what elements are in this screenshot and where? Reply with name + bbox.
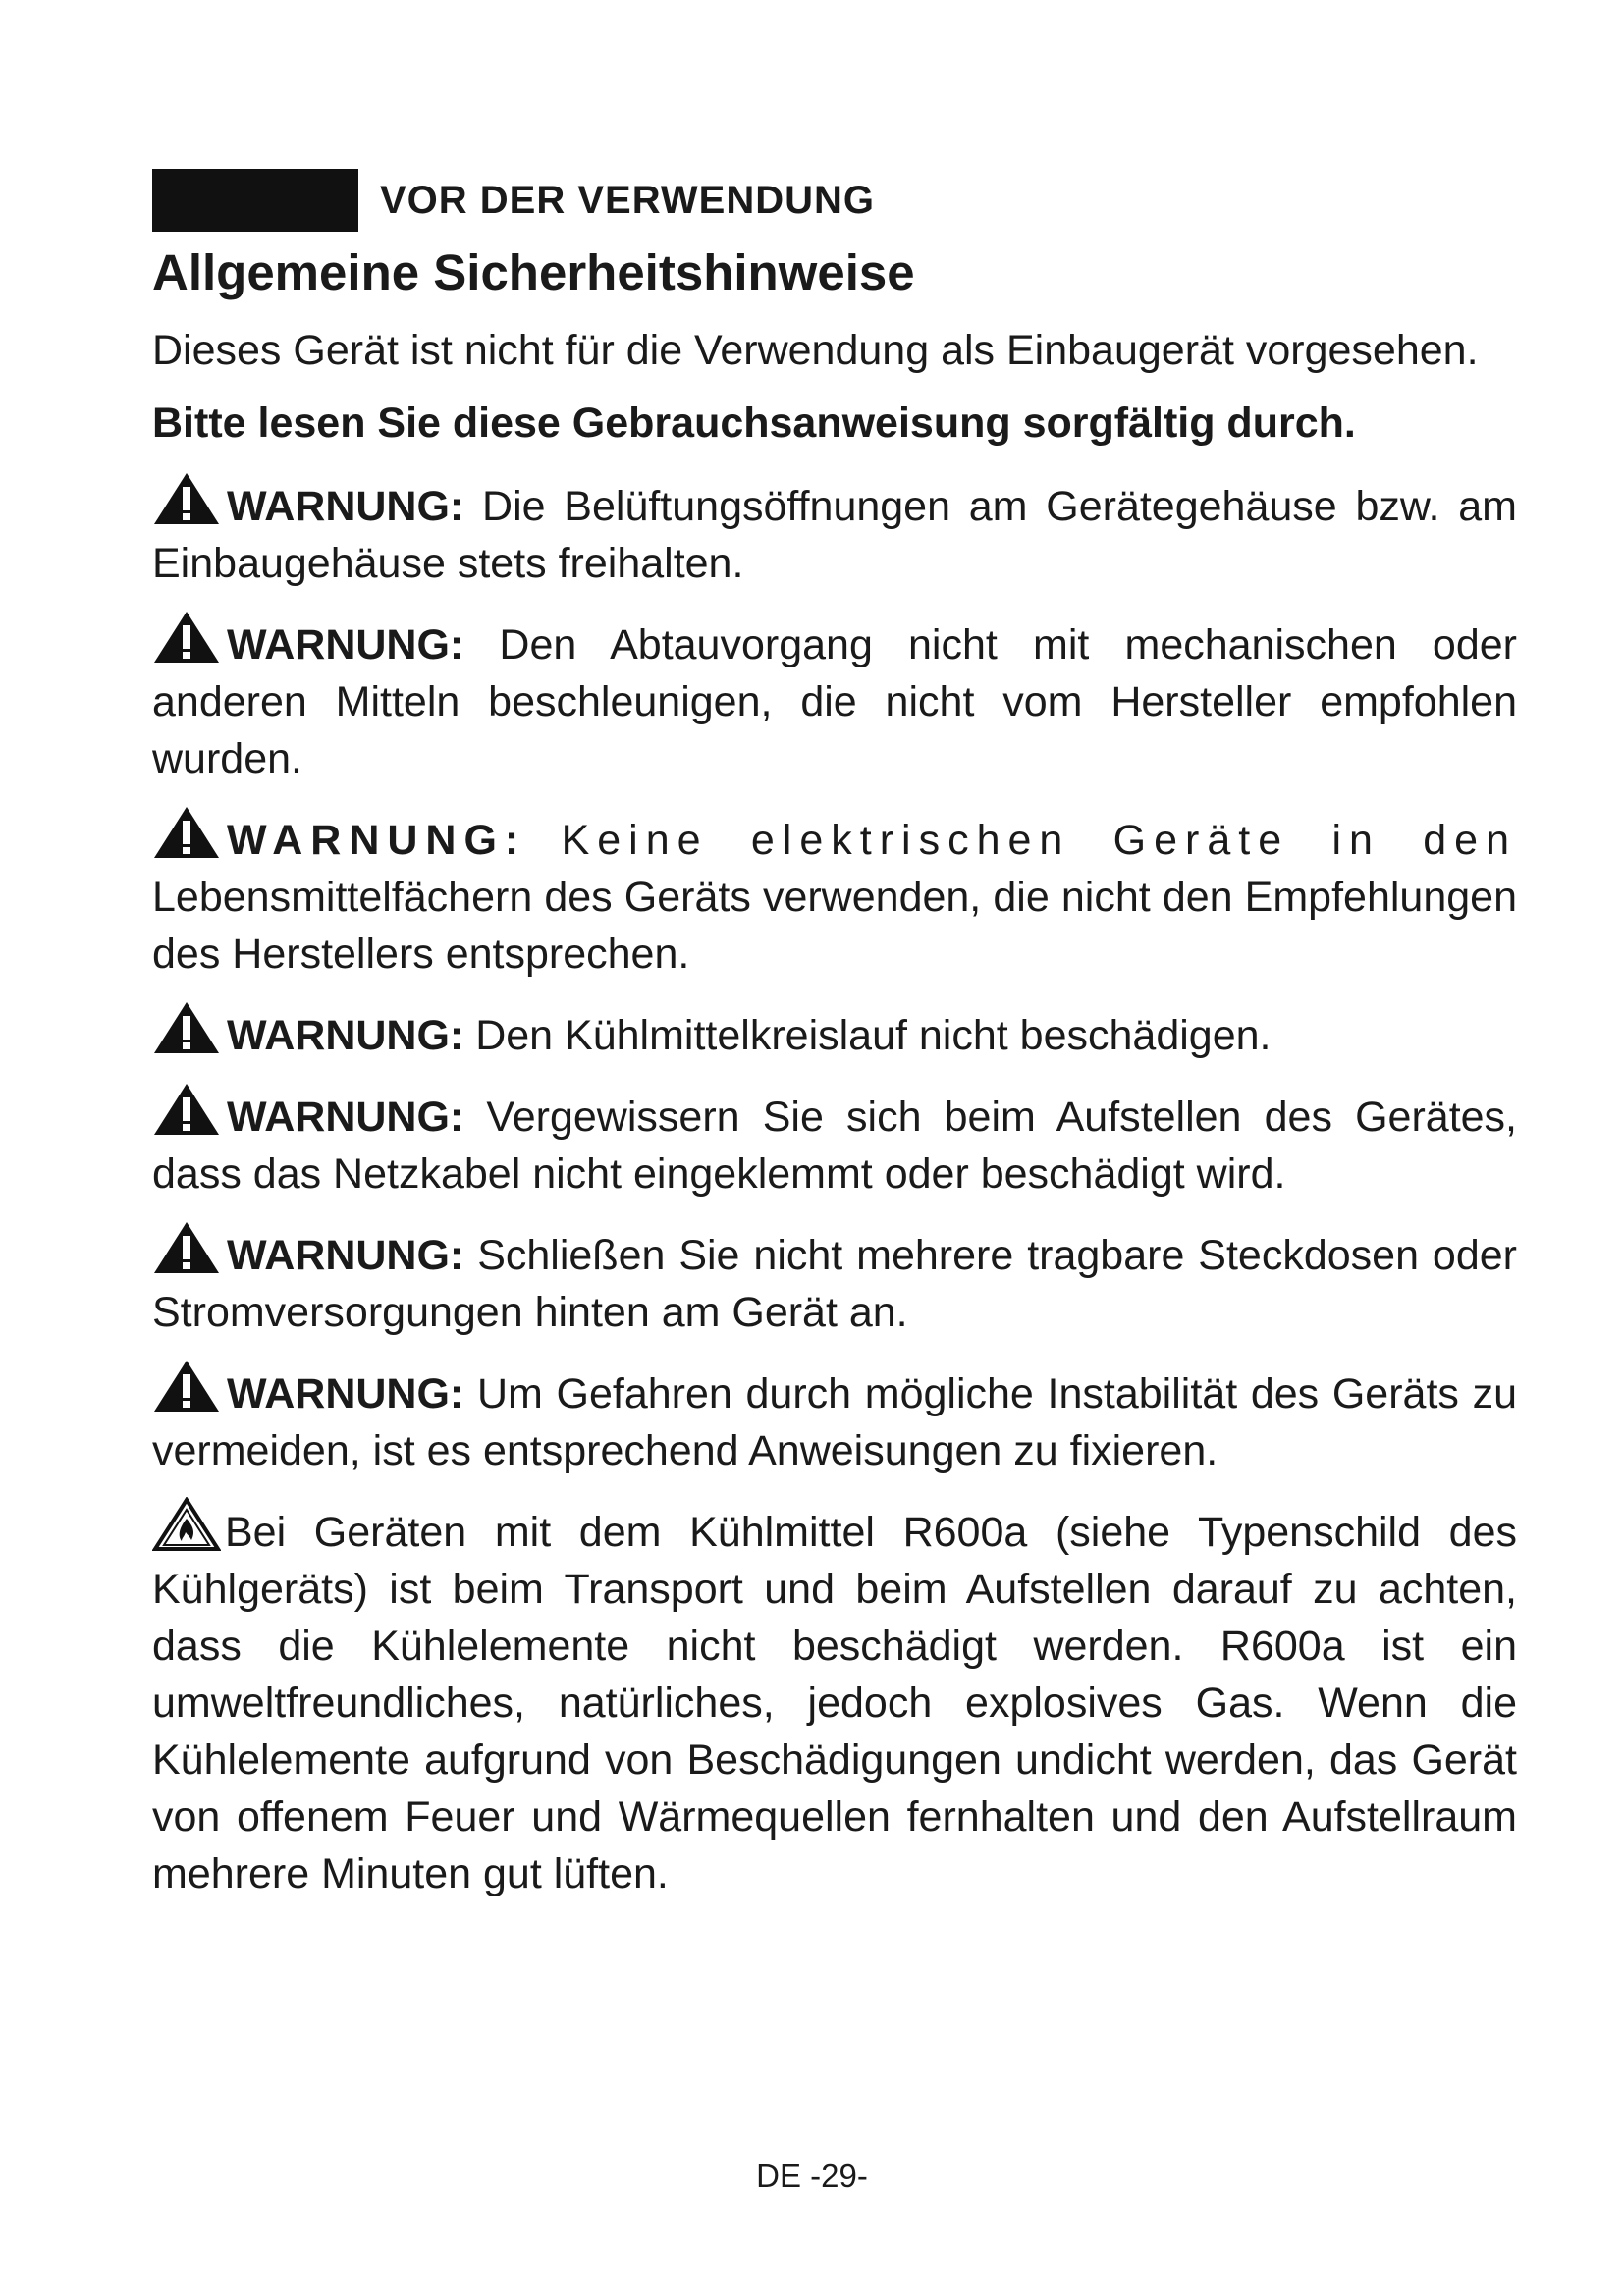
warning-label: WARNUNG: [227,1012,464,1059]
warning-label: WARNUNG: [227,1094,464,1141]
warning-triangle-icon [152,1082,221,1137]
warning-item [152,1082,1517,1202]
warning-text: Den Kühlmittelkreislauf nicht beschädigen. [475,1012,1272,1059]
warning-text: Lebensmittelfächern des Geräts verwenden, die nicht den Empfehlungen des Herstellers entsprechen. [152,874,1517,978]
flammable-notice-text: Bei Geräten mit dem Kühlmittel R600a (siehe Typenschild des Kühlgeräts) ist beim Transport und beim Aufstellen darauf zu achten, dass die Kühlelemente nicht beschädigt werden. R600a ist ein umweltfreundliches, natürliches, jedoch explosives Gas. Wenn die Kühlelemente aufgrund von Beschädigungen undicht werden, das Gerät von offenem Feuer und Wärmequellen fernhalten und den Aufstellraum mehrere Minuten gut lüften. [152,1509,1517,1897]
warning-text: Um Gefahren durch mögliche Instabilität des Geräts zu vermeiden, ist es entsprechend Anweisungen zu fixieren. [152,1370,1517,1474]
warning-text: Schließen Sie nicht mehrere tragbare Steckdosen oder Stromversorgungen hinten am Gerät an. [152,1232,1517,1336]
warning-item [152,471,1517,592]
page-number: DE -29- [756,2158,868,2194]
warning-label: WARNUNG: [227,621,464,668]
intro-paragraph: Dieses Gerät ist nicht für die Verwendung als Einbaugerät vorgesehen. [152,327,1479,374]
warning-text: Vergewissern Sie sich beim Aufstellen des Gerätes, dass das Netzkabel nicht eingeklemmt oder beschädigt wird. [152,1094,1518,1198]
flammable-notice [152,1497,1517,1902]
section-header [152,169,875,232]
page-title: Allgemeine Sicherheitshinweise [152,244,915,300]
warning-triangle-icon [152,805,221,860]
warning-text: Den Abtauvorgang nicht mit mechanischen oder anderen Mitteln beschleunigen, die nicht vom Hersteller empfohlen wurden. [152,621,1517,782]
warning-item [152,1000,1517,1064]
warning-text: Die Belüftungsöffnungen am Gerätegehäuse bzw. am Einbaugehäuse stets freihalten. [152,483,1517,587]
flammable-warning-icon [152,1497,221,1552]
warning-triangle-icon [152,1359,221,1414]
warning-triangle-icon [152,1000,221,1055]
warning-label: WARNUNG: [227,483,464,530]
warning-item [152,1359,1517,1479]
warning-item [152,1220,1517,1341]
section-bar [152,169,358,232]
warning-label: WARNUNG: [227,1370,464,1417]
content [152,322,1517,1920]
bold-notice: Bitte lesen Sie diese Gebrauchsanweisung sorgfältig durch. [152,400,1356,447]
warning-text-lead: Keine elektrischen Geräte in den [561,817,1517,864]
warning-item [152,610,1517,787]
warning-triangle-icon [152,1220,221,1275]
warning-label: WARNUNG: [227,817,527,864]
warning-label: WARNUNG: [227,1232,464,1279]
warning-triangle-icon [152,471,221,526]
section-title: VOR DER VERWENDUNG [380,178,875,222]
warning-item [152,805,1517,983]
warning-triangle-icon [152,610,221,665]
